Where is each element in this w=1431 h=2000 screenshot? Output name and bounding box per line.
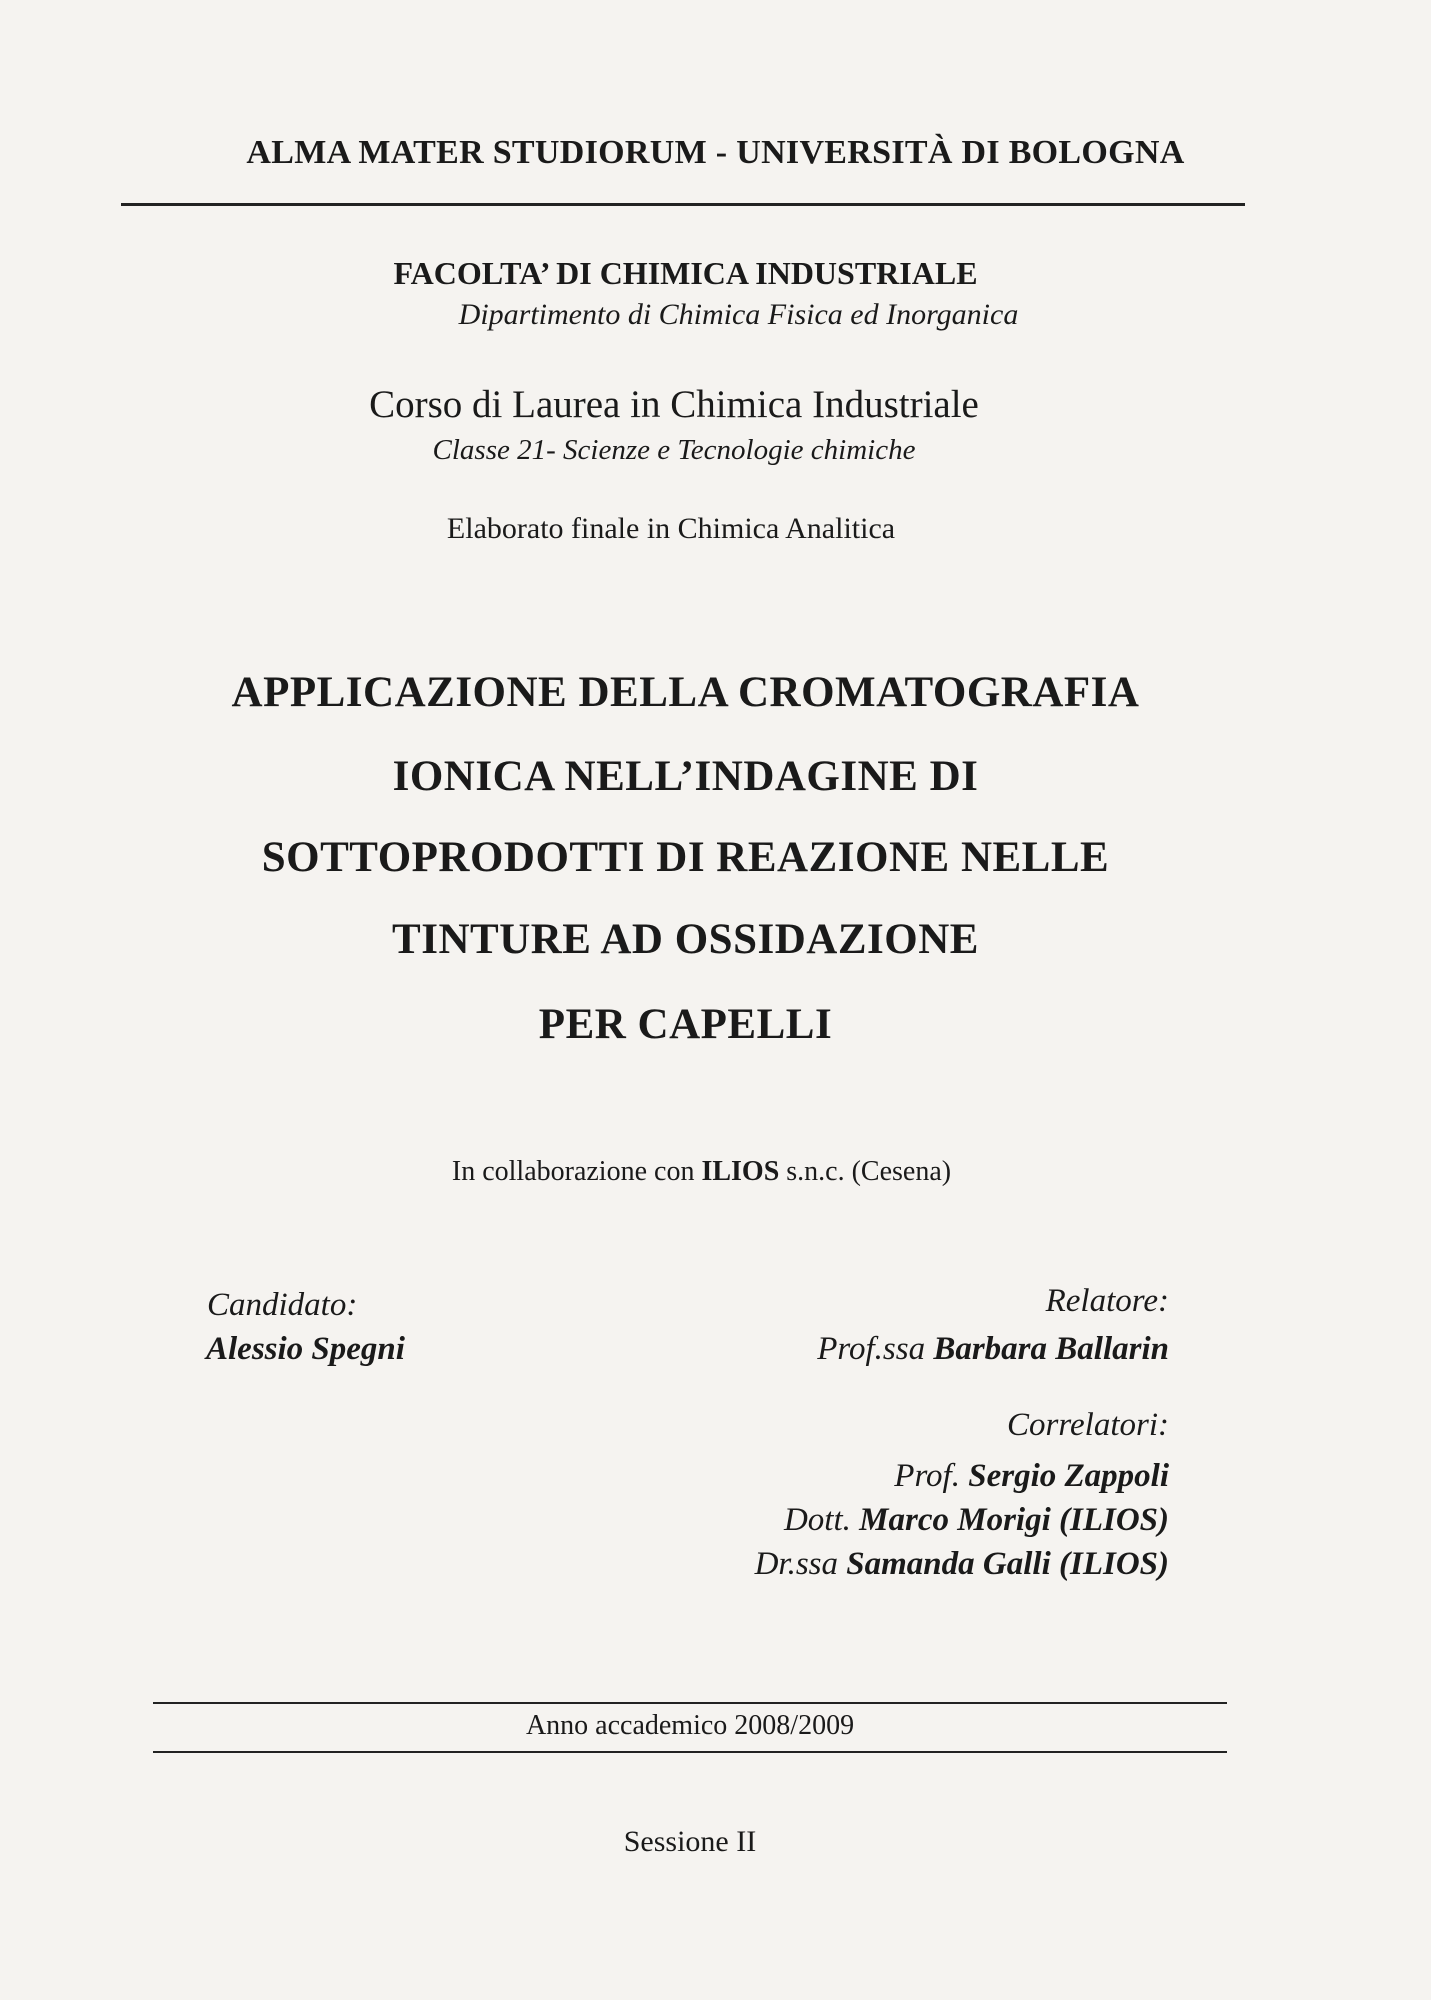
- academic-year: Anno accademico 2008/2009: [525, 1710, 855, 1741]
- correlatore-entry-3: [755, 1546, 1169, 1583]
- elaborato-subject: Elaborato finale in Chimica Analitica: [446, 512, 896, 545]
- correlatore-title: Prof.: [894, 1458, 960, 1494]
- collaboration-suffix: s.n.c. (Cesena): [786, 1156, 952, 1187]
- correlatore-title: Dott.: [783, 1502, 851, 1538]
- collaboration-note: [0, 1156, 1403, 1188]
- collaboration-company: ILIOS: [701, 1156, 780, 1187]
- department-name: Dipartimento di Chimica Fisica ed Inorganica: [458, 298, 1019, 331]
- thesis-title-line-1: APPLICAZIONE DELLA CROMATOGRAFIA: [231, 669, 1140, 716]
- candidate-name: Alessio Spegni: [206, 1331, 405, 1367]
- correlatore-name: Sergio Zappoli: [968, 1458, 1169, 1494]
- thesis-title-line-3: SOTTOPRODOTTI DI REAZIONE NELLE: [261, 834, 1110, 881]
- correlatore-name: Samanda Galli (ILIOS): [846, 1546, 1169, 1582]
- correlatore-name: Marco Morigi (ILIOS): [859, 1502, 1169, 1538]
- header-divider: [121, 203, 1245, 206]
- relatore-entry: [817, 1331, 1169, 1368]
- correlatore-entry-1: [894, 1458, 1169, 1495]
- collaboration-prefix: In collaborazione con: [451, 1156, 695, 1187]
- thesis-title-line-2: IONICA NELL’INDAGINE DI: [392, 753, 979, 800]
- correlatore-title: Dr.ssa: [754, 1546, 839, 1582]
- faculty-name: FACOLTA’ DI CHIMICA INDUSTRIALE: [393, 255, 978, 291]
- thesis-title-line-4: TINTURE AD OSSIDAZIONE: [392, 916, 979, 963]
- footer-divider-bottom: [153, 1751, 1227, 1753]
- university-name: ALMA MATER STUDIORUM - UNIVERSITÀ DI BOLOGNA: [246, 134, 1185, 171]
- course-name: Corso di Laurea in Chimica Industriale: [369, 383, 979, 426]
- relatore-title: Prof.ssa: [817, 1331, 926, 1367]
- candidate-label: Candidato:: [207, 1287, 358, 1323]
- thesis-title-line-5: PER CAPELLI: [538, 1001, 833, 1048]
- correlatore-entry-2: [784, 1502, 1169, 1539]
- footer-divider-top: [153, 1702, 1227, 1704]
- relatore-label: Relatore:: [1045, 1283, 1169, 1319]
- relatore-name: Barbara Ballarin: [933, 1331, 1169, 1367]
- session: Sessione II: [623, 1825, 757, 1858]
- correlatori-label: Correlatori:: [1007, 1407, 1169, 1443]
- course-class: Classe 21- Scienze e Tecnologie chimiche: [432, 434, 916, 466]
